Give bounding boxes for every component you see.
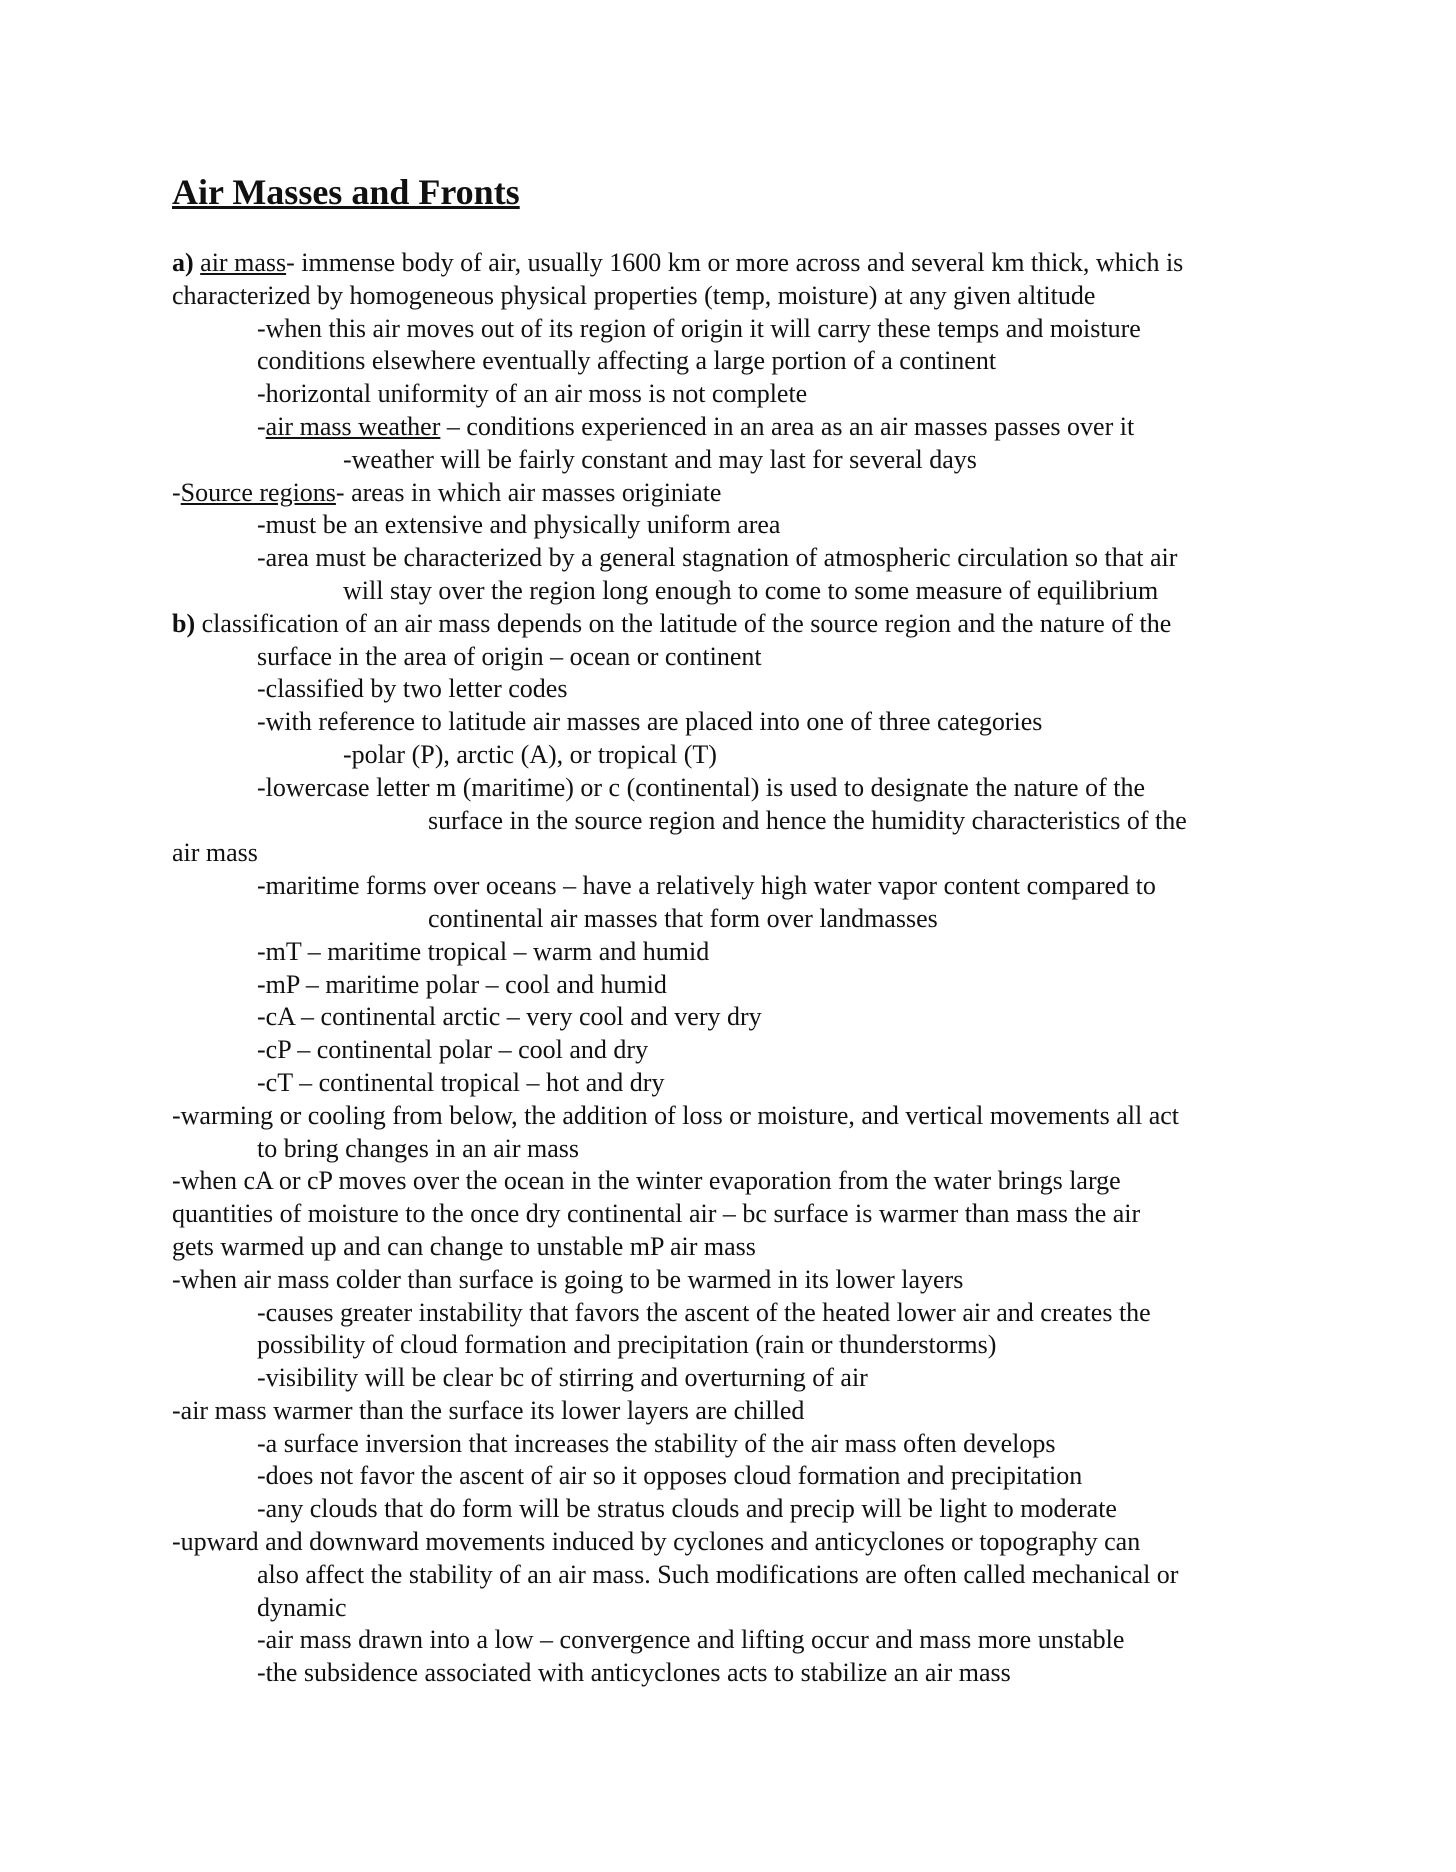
text-line: -a surface inversion that increases the stability of the air mass often develops [257, 1428, 1056, 1458]
text-line: to bring changes in an air mass [257, 1133, 580, 1163]
text-line: -causes greater instability that favors the ascent of the heated lower air and creates the [257, 1297, 1151, 1327]
term-source-regions: Source regions [180, 477, 336, 507]
text-line: will stay over the region long enough to come to some measure of equilibrium [343, 575, 1159, 605]
text-line: -warming or cooling from below, the addition of loss or moisture, and vertical movements all act [172, 1100, 1180, 1130]
section-a-definition-line [172, 247, 1292, 280]
air-mass-type-item: -cA – continental arctic – very cool and very dry [257, 1002, 762, 1032]
text-line: -with reference to latitude air masses are placed into one of three categories [257, 707, 1043, 737]
source-regions-line [172, 477, 1292, 510]
text-line: -any clouds that do form will be stratus clouds and precip will be light to moderate [257, 1494, 1117, 1524]
section-b-first-line [172, 608, 1292, 641]
text-line: dynamic [257, 1592, 347, 1622]
text-line: -upward and downward movements induced by cyclones and anticyclones or topography can [172, 1527, 1141, 1557]
text-line: -visibility will be clear bc of stirring and overturning of air [257, 1363, 868, 1393]
text-line: surface in the area of origin – ocean or continent [257, 641, 762, 671]
air-mass-type-item: -mP – maritime polar – cool and humid [257, 969, 667, 999]
text-line: -weather will be fairly constant and may last for several days [343, 444, 977, 474]
term-air-mass: air mass [200, 248, 287, 277]
air-mass-weather-line [172, 411, 1292, 444]
air-mass-type-item: -cP – continental polar – cool and dry [257, 1035, 649, 1065]
text-line: quantities of moisture to the once dry continental air – bc surface is warmer than mass the air [172, 1199, 1141, 1229]
text-line: possibility of cloud formation and precipitation (rain or thunderstorms) [257, 1330, 997, 1360]
air-mass-type-item: -cT – continental tropical – hot and dry [257, 1067, 665, 1097]
text-line: -when cA or cP moves over the ocean in the winter evaporation from the water brings large [172, 1166, 1121, 1196]
text-line: -must be an extensive and physically uniform area [257, 510, 781, 540]
air-mass-definition: - immense body of air, usually 1600 km or more across and several km thick, which is [286, 248, 1184, 277]
air-mass-weather-definition: – conditions experienced in an area as an air masses passes over it [440, 411, 1135, 441]
dash: - [257, 411, 266, 441]
text-line: surface in the source region and hence the humidity characteristics of the [428, 805, 1187, 835]
text-line: -area must be characterized by a general stagnation of atmospheric circulation so that air [257, 543, 1178, 573]
page-title: Air Masses and Fronts [172, 172, 520, 212]
dash: - [172, 477, 181, 507]
text-line: -when this air moves out of its region of origin it will carry these temps and moisture [257, 313, 1141, 343]
text-line: characterized by homogeneous physical properties (temp, moisture) at any given altitude [172, 280, 1096, 310]
text-line: -polar (P), arctic (A), or tropical (T) [343, 739, 717, 769]
text-line: -the subsidence associated with anticyclones acts to stabilize an air mass [257, 1658, 1011, 1688]
text-line: -classified by two letter codes [257, 674, 568, 704]
text-line: air mass [172, 838, 258, 868]
text-line: -horizontal uniformity of an air moss is not complete [257, 379, 808, 409]
document-body [172, 247, 1292, 1690]
section-b-marker: b) [172, 608, 196, 638]
text-line: gets warmed up and can change to unstable mP air mass [172, 1231, 756, 1261]
text-line: -does not favor the ascent of air so it opposes cloud formation and precipitation [257, 1461, 1083, 1491]
text-line: -lowercase letter m (maritime) or c (continental) is used to designate the nature of the [257, 772, 1145, 802]
text-line: continental air masses that form over landmasses [428, 903, 938, 933]
section-b-intro: classification of an air mass depends on the latitude of the source region and the nature of the [195, 608, 1172, 638]
text-line: -air mass drawn into a low – convergence and lifting occur and mass more unstable [257, 1625, 1125, 1655]
source-regions-definition: - areas in which air masses originiate [335, 477, 722, 507]
text-line: also affect the stability of an air mass. Such modifications are often called mechanical or [257, 1559, 1179, 1589]
text-line: -air mass warmer than the surface its lower layers are chilled [172, 1395, 805, 1425]
section-a-marker: a) [172, 248, 194, 277]
air-mass-type-item: -mT – maritime tropical – warm and humid [257, 936, 710, 966]
text-line: conditions elsewhere eventually affecting a large portion of a continent [257, 346, 997, 376]
text-line: -maritime forms over oceans – have a relatively high water vapor content compared to [257, 871, 1156, 901]
term-air-mass-weather: air mass weather [265, 411, 441, 441]
text-line: -when air mass colder than surface is going to be warmed in its lower layers [172, 1264, 964, 1294]
